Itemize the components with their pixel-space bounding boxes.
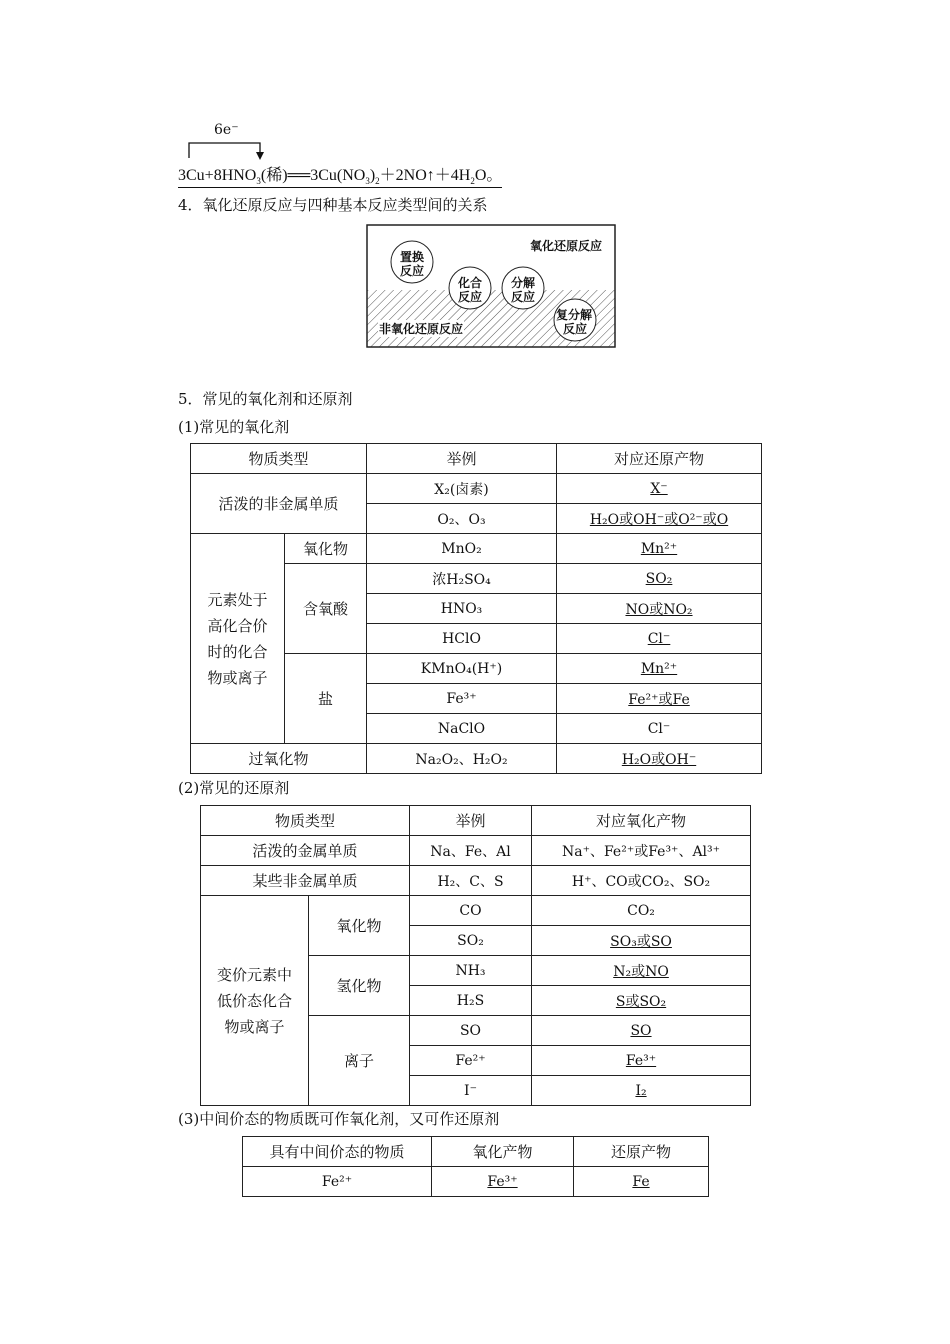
product-cell: SO₃或SO xyxy=(532,926,751,956)
table-row xyxy=(201,806,751,836)
oxidants-table xyxy=(190,443,762,774)
example-cell: X₂(卤素) xyxy=(367,474,557,504)
combination-circle-line2: 反应 xyxy=(458,290,483,304)
table-row xyxy=(201,866,751,896)
redox-label: 氧化还原反应 xyxy=(530,239,603,253)
header-cell: 具有中间价态的物质 xyxy=(243,1137,432,1167)
example-cell: NaClO xyxy=(367,714,557,744)
example-cell: NH₃ xyxy=(410,956,532,986)
up-arrow-icon: ↑ xyxy=(426,167,435,184)
electron-transfer-equation xyxy=(178,118,648,188)
example-cell: Na₂O₂、H₂O₂ xyxy=(367,744,557,774)
product-cell: I₂ xyxy=(532,1076,751,1106)
product-cell: Cl⁻ xyxy=(557,624,762,654)
table-row xyxy=(243,1137,709,1167)
type-cell: 活泼的金属单质 xyxy=(201,836,410,866)
electron-transfer-arrow xyxy=(178,118,278,160)
example-cell: HNO₃ xyxy=(367,594,557,624)
header-cell: 还原产物 xyxy=(574,1137,709,1167)
example-cell: Fe³⁺ xyxy=(367,684,557,714)
subtype-cell: 氧化物 xyxy=(309,896,410,956)
subtype-cell: 盐 xyxy=(285,654,367,744)
header-cell: 举例 xyxy=(367,444,557,474)
type-cell: 过氧化物 xyxy=(191,744,367,774)
replacement-circle-line1: 置换 xyxy=(400,250,425,264)
double-decomposition-circle-line2: 反应 xyxy=(563,322,588,336)
section5-heading: 5．常见的氧化剂和还原剂 xyxy=(178,390,353,408)
example-cell: CO xyxy=(410,896,532,926)
product-cell: CO₂ xyxy=(532,896,751,926)
type-cell: 活泼的非金属单质 xyxy=(191,474,367,534)
example-cell: Na、Fe、Al xyxy=(410,836,532,866)
example-cell: HClO xyxy=(367,624,557,654)
product-cell: NO或NO₂ xyxy=(557,594,762,624)
product-cell: Na⁺、Fe²⁺或Fe³⁺、Al³⁺ xyxy=(532,836,751,866)
intermediate-heading: (3)中间价态的物质既可作氧化剂，又可作还原剂 xyxy=(178,1110,500,1128)
electron-label: 6e⁻ xyxy=(214,122,239,138)
example-cell: 浓H₂SO₄ xyxy=(367,564,557,594)
header-cell: 对应氧化产物 xyxy=(532,806,751,836)
product-cell: H₂O或OH⁻ xyxy=(557,744,762,774)
example-cell: I⁻ xyxy=(410,1076,532,1106)
product-cell: Fe³⁺ xyxy=(532,1046,751,1076)
group-label-cell: 变价元素中 低价态化合 物或离子 xyxy=(201,896,309,1106)
product-cell: SO xyxy=(532,1016,751,1046)
replacement-circle-line2: 反应 xyxy=(400,264,425,278)
intermediate-table xyxy=(242,1136,709,1197)
product-cell: H⁺、CO或CO₂、SO₂ xyxy=(532,866,751,896)
product-cell: Mn²⁺ xyxy=(557,534,762,564)
subtype-cell: 离子 xyxy=(309,1016,410,1106)
example-cell: KMnO₄(H⁺) xyxy=(367,654,557,684)
example-cell: MnO₂ xyxy=(367,534,557,564)
type-cell: 某些非金属单质 xyxy=(201,866,410,896)
table-row xyxy=(243,1167,709,1197)
substance-cell: Fe²⁺ xyxy=(243,1167,432,1197)
product-cell: Mn²⁺ xyxy=(557,654,762,684)
combination-circle-line1: 化合 xyxy=(458,276,483,290)
product-cell: S或SO₂ xyxy=(532,986,751,1016)
product-cell: SO₂ xyxy=(557,564,762,594)
example-cell: Fe²⁺ xyxy=(410,1046,532,1076)
decomposition-circle-line1: 分解 xyxy=(511,276,536,290)
table-row xyxy=(191,474,762,504)
header-cell: 氧化产物 xyxy=(432,1137,574,1167)
example-cell: H₂、C、S xyxy=(410,866,532,896)
section4-heading: 4．氧化还原反应与四种基本反应类型间的关系 xyxy=(178,196,488,214)
product-cell: H₂O或OH⁻或O²⁻或O xyxy=(557,504,762,534)
example-cell: H₂S xyxy=(410,986,532,1016)
product-cell: N₂或NO xyxy=(532,956,751,986)
product-cell: Cl⁻ xyxy=(557,714,762,744)
example-cell: SO₂ xyxy=(410,926,532,956)
header-cell: 举例 xyxy=(410,806,532,836)
subtype-cell: 氢化物 xyxy=(309,956,410,1016)
header-cell: 对应还原产物 xyxy=(557,444,762,474)
subtype-cell: 氧化物 xyxy=(285,534,367,564)
header-cell: 物质类型 xyxy=(201,806,410,836)
double-decomposition-circle-line1: 复分解 xyxy=(556,308,593,322)
decomposition-circle-line2: 反应 xyxy=(511,290,536,304)
non-redox-label: 非氧化还原反应 xyxy=(379,322,464,336)
oxidants-heading: (1)常见的氧化剂 xyxy=(178,418,290,436)
example-cell: O₂、O₃ xyxy=(367,504,557,534)
header-cell: 物质类型 xyxy=(191,444,367,474)
reductants-heading: (2)常见的还原剂 xyxy=(178,779,290,797)
table-row xyxy=(201,836,751,866)
reduction-product-cell: Fe xyxy=(574,1167,709,1197)
product-cell: X⁻ xyxy=(557,474,762,504)
group-label-cell: 元素处于 高化合价 时的化合 物或离子 xyxy=(191,534,285,744)
reductants-table xyxy=(200,805,751,1106)
example-cell: SO xyxy=(410,1016,532,1046)
diagram-labels xyxy=(366,224,618,350)
table-row xyxy=(201,896,751,926)
subtype-cell: 含氧酸 xyxy=(285,564,367,654)
product-cell: Fe²⁺或Fe xyxy=(557,684,762,714)
oxidation-product-cell: Fe³⁺ xyxy=(432,1167,574,1197)
equation-text: $3Cu+8HNO_3$(稀)$══3Cu(NO_3)_2+2NO↑+4H_2O$。 xyxy=(178,162,502,188)
table-row xyxy=(191,744,762,774)
table-row xyxy=(191,444,762,474)
table-row xyxy=(191,534,762,564)
